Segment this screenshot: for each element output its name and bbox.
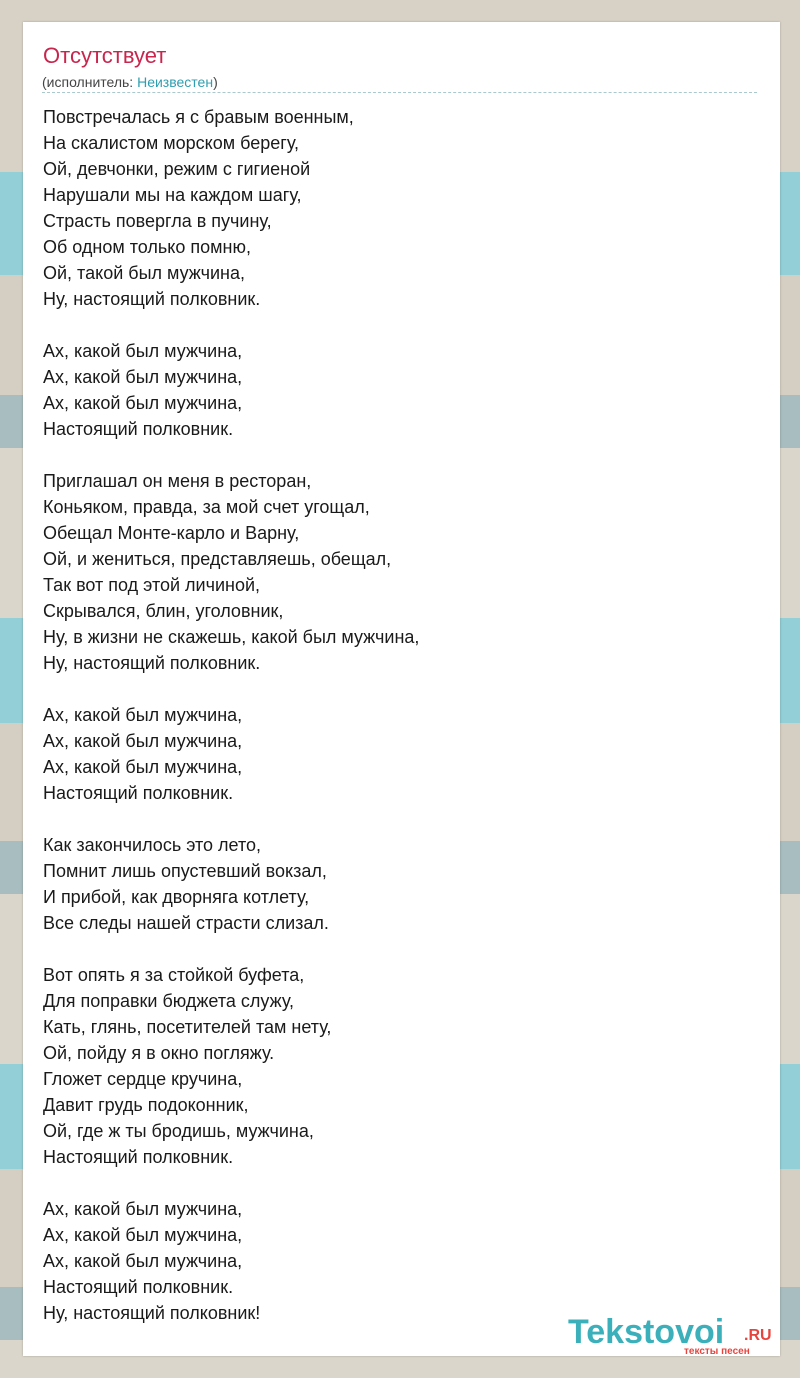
- lyric-line: Ах, какой был мужчина,: [43, 1225, 243, 1245]
- lyric-line: Скрывался, блин, уголовник,: [43, 601, 284, 621]
- lyric-line: Ах, какой был мужчина,: [43, 731, 243, 751]
- lyric-line: Помнит лишь опустевший вокзал,: [43, 861, 327, 881]
- lyric-line: Нарушали мы на каждом шагу,: [43, 185, 302, 205]
- site-logo[interactable]: [568, 1313, 778, 1359]
- lyric-line: Страсть повергла в пучину,: [43, 211, 272, 231]
- performer-link[interactable]: Неизвестен: [137, 74, 214, 90]
- lyric-line: Вот опять я за стойкой буфета,: [43, 965, 305, 985]
- lyric-line: Так вот под этой личиной,: [43, 575, 261, 595]
- stanza-gap: [43, 442, 743, 468]
- lyric-line: Давит грудь подоконник,: [43, 1095, 249, 1115]
- lyric-line: Ну, настоящий полковник!: [43, 1303, 261, 1323]
- logo-tagline: тексты песен: [684, 1346, 750, 1357]
- lyric-line: Ах, какой был мужчина,: [43, 757, 243, 777]
- performer-prefix: (исполнитель:: [42, 74, 138, 90]
- lyric-line: Для поправки бюджета служу,: [43, 991, 295, 1011]
- logo-tld: .RU: [744, 1327, 772, 1344]
- lyric-line: Коньяком, правда, за мой счет угощал,: [43, 497, 370, 517]
- lyric-line: Ах, какой был мужчина,: [43, 367, 243, 387]
- lyric-line: Ах, какой был мужчина,: [43, 1199, 243, 1219]
- lyric-line: Настоящий полковник.: [43, 419, 234, 439]
- lyrics-panel: [23, 22, 780, 1356]
- lyrics-body: [43, 104, 743, 1326]
- stanza-gap: [43, 1170, 743, 1196]
- lyric-line: И прибой, как дворняга котлету,: [43, 887, 310, 907]
- lyric-line: Об одном только помню,: [43, 237, 251, 257]
- lyric-line: Кать, глянь, посетителей там нету,: [43, 1017, 332, 1037]
- logo-brand: Tekstovoi: [568, 1313, 725, 1351]
- song-title: Отсутствует: [43, 43, 167, 68]
- lyric-line: Ой, такой был мужчина,: [43, 263, 246, 283]
- lyric-line: Ну, в жизни не скажешь, какой был мужчина,: [43, 627, 420, 647]
- lyric-line: Повстречалась я с бравым военным,: [43, 107, 354, 127]
- lyric-line: Ну, настоящий полковник.: [43, 653, 261, 673]
- lyric-line: Ой, девчонки, режим с гигиеной: [43, 159, 311, 179]
- lyric-line: Ах, какой был мужчина,: [43, 705, 243, 725]
- lyric-line: Как закончилось это лето,: [43, 835, 262, 855]
- lyric-line: Настоящий полковник.: [43, 783, 234, 803]
- lyric-line: Гложет сердце кручина,: [43, 1069, 243, 1089]
- lyric-line: Ах, какой был мужчина,: [43, 341, 243, 361]
- performer-suffix: ): [213, 74, 218, 90]
- lyric-line: Все следы нашей страсти слизал.: [43, 913, 329, 933]
- lyric-line: Настоящий полковник.: [43, 1147, 234, 1167]
- lyric-line: Ах, какой был мужчина,: [43, 1251, 243, 1271]
- stanza-gap: [43, 936, 743, 962]
- header-divider: [42, 92, 757, 93]
- stanza-gap: [43, 676, 743, 702]
- lyric-line: Ах, какой был мужчина,: [43, 393, 243, 413]
- stanza-gap: [43, 312, 743, 338]
- stanza-gap: [43, 806, 743, 832]
- lyric-line: Обещал Монте-карло и Варну,: [43, 523, 300, 543]
- performer-line: [42, 73, 218, 91]
- lyric-line: Ой, где ж ты бродишь, мужчина,: [43, 1121, 314, 1141]
- lyric-line: Ой, пойду я в окно погляжу.: [43, 1043, 275, 1063]
- lyric-line: Настоящий полковник.: [43, 1277, 234, 1297]
- lyric-line: Ой, и жениться, представляешь, обещал,: [43, 549, 392, 569]
- lyric-line: Ну, настоящий полковник.: [43, 289, 261, 309]
- lyric-line: На скалистом морском берегу,: [43, 133, 300, 153]
- lyric-line: Приглашал он меня в ресторан,: [43, 471, 312, 491]
